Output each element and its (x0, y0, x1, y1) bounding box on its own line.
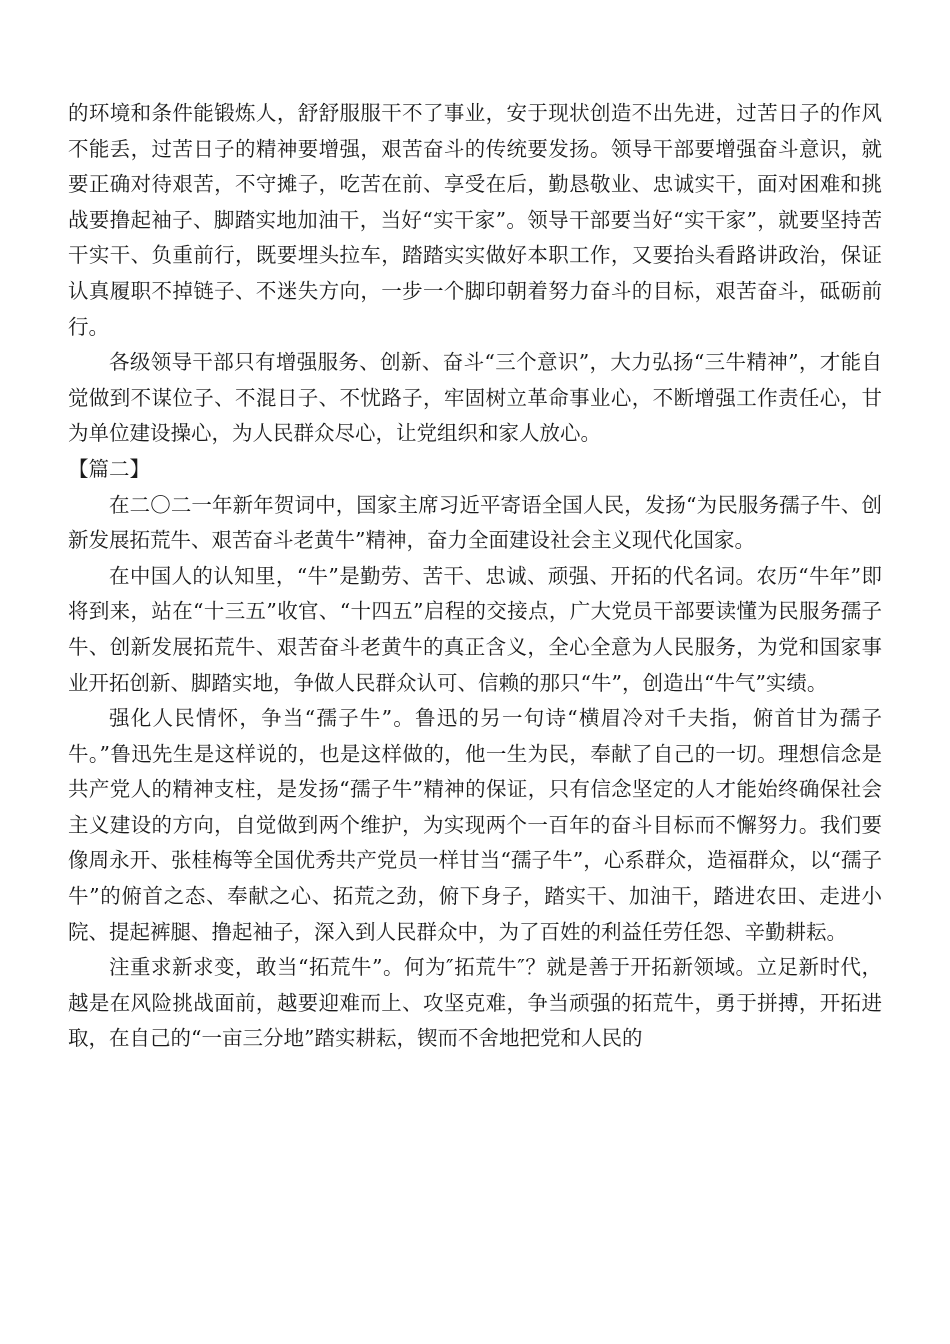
paragraph-three-awareness: 各级领导干部只有增强服务、创新、奋斗“三个意识”，大力弘扬“三牛精神”，才能自觉做到不谋位子、不混日子、不忧路子，牢固树立革命事业心，不断增强工作责任心，甘为单位建设操心，为人民群众尽心，让党组织和家人放心。 (68, 350, 882, 446)
section-heading-part-two: 【篇二】 (68, 456, 150, 481)
paragraph-new-year-address: 在二〇二一年新年贺词中，国家主席习近平寄语全国人民，发扬“为民服务孺子牛、创新发展拓荒牛、艰苦奋斗老黄牛”精神，奋力全面建设社会主义现代化国家。 (68, 492, 882, 553)
document-body (68, 96, 882, 1057)
paragraph-continuation: 的环境和条件能锻炼人，舒舒服服干不了事业，安于现状创造不出先进，过苦日子的作风不能丢，过苦日子的精神要增强，艰苦奋斗的传统要发扬。领导干部要增强奋斗意识，就要正确对待艰苦，不守摊子，吃苦在前、享受在后，勤恳敬业、忠诚实干，面对困难和挑战要撸起袖子、脚踏实地加油干，当好“实干家”。领导干部要当好“实干家”，就要坚持苦干实干、负重前行，既要埋头拉车，踏踏实实做好本职工作，又要抬头看路讲政治，保证认真履职不掉链子、不迷失方向，一步一个脚印朝着努力奋斗的目标，艰苦奋斗，砥砺前行。 (68, 101, 882, 339)
paragraph-ox-meaning: 在中国人的认知里，“牛”是勤劳、苦干、忠诚、顽强、开拓的代名词。农历“牛年”即将到来，站在“十三五”收官、“十四五”启程的交接点，广大党员干部要读懂为民服务孺子牛、创新发展拓荒牛、艰苦奋斗老黄牛的真正含义，全心全意为人民服务，为党和国家事业开拓创新、脚踏实地，争做人民群众认可、信赖的那只“牛”，创造出“牛气”实绩。 (68, 563, 882, 695)
paragraph-pioneer-ox: 注重求新求变，敢当“拓荒牛”。何为″拓荒牛″？就是善于开拓新领域。立足新时代，越是在风险挑战面前，越要迎难而上、攻坚克难，争当顽强的拓荒牛，勇于拼搏，开拓进取，在自己的“一亩三分地”踏实耕耘，锲而不舍地把党和人民的 (68, 955, 882, 1051)
paragraph-willing-ox: 强化人民情怀，争当“孺子牛”。鲁迅的另一句诗“横眉冷对千夫指，俯首甘为孺子牛。”鲁迅先生是这样说的，也是这样做的，他一生为民，奉献了自己的一切。理想信念是共产党人的精神支柱，是发扬“孺子牛”精神的保证，只有信念坚定的人才能始终确保社会主义建设的方向，自觉做到两个维护，为实现两个一百年的奋斗目标而不懈努力。我们要像周永开、张桂梅等全国优秀共产党员一样甘当“孺子牛”，心系群众，造福群众，以“孺子牛”的俯首之态、奉献之心、拓荒之劲，俯下身子，踏实干、加油干，踏进农田、走进小院、提起裤腿、撸起袖子，深入到人民群众中，为了百姓的利益任劳任怨、辛勤耕耘。 (68, 706, 882, 944)
